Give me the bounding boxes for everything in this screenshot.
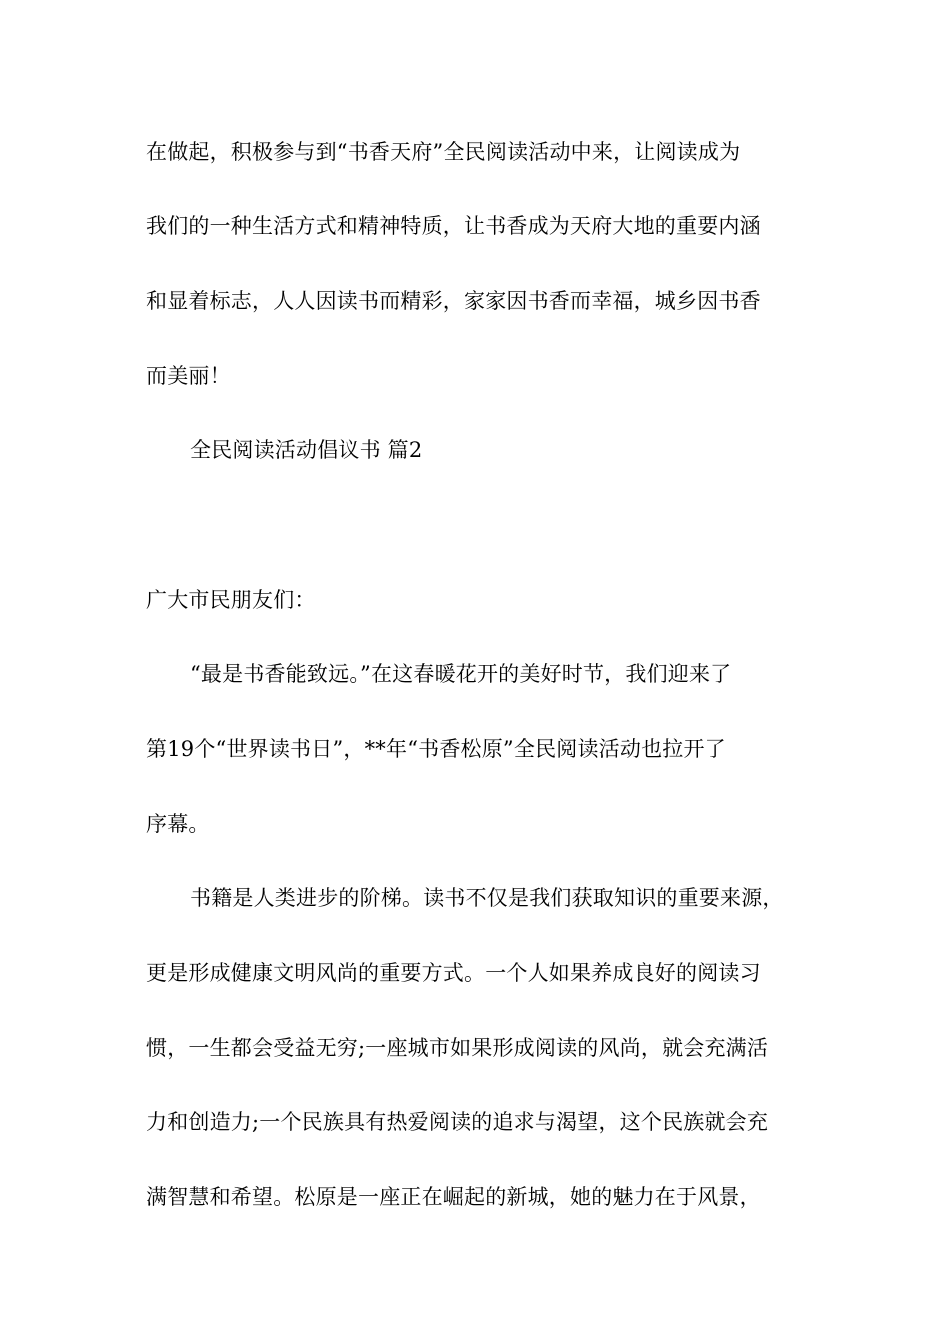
paragraph-line: 和显着标志，人人因读书而精彩，家家因书香而幸福，城乡因书香 xyxy=(146,289,761,313)
paragraph-line: 而美丽！ xyxy=(146,364,231,388)
paragraph-line: 在做起，积极参与到“书香天府”全民阅读活动中来，让阅读成为 xyxy=(146,140,741,164)
paragraph-line: “最是书香能致远。”在这春暖花开的美好时节，我们迎来了 xyxy=(190,662,732,686)
paragraph-line: 惯，一生都会受益无穷;一座城市如果形成阅读的风尚，就会充满活 xyxy=(146,1036,769,1060)
paragraph-line: 力和创造力;一个民族具有热爱阅读的追求与渴望，这个民族就会充 xyxy=(146,1110,769,1134)
paragraph-line: 满智慧和希望。松原是一座正在崛起的新城，她的魅力在于风景， xyxy=(146,1185,761,1209)
paragraph-line: 第19个“世界读书日”，**年“书香松原”全民阅读活动也拉开了 xyxy=(146,737,726,761)
section-heading: 全民阅读活动倡议书 篇2 xyxy=(190,438,423,462)
paragraph-line: 更是形成健康文明风尚的重要方式。一个人如果养成良好的阅读习 xyxy=(146,961,761,985)
salutation: 广大市民朋友们： xyxy=(146,588,316,612)
paragraph-line: 序幕。 xyxy=(146,812,210,836)
paragraph-line: 书籍是人类进步的阶梯。读书不仅是我们获取知识的重要来源， xyxy=(190,886,784,910)
paragraph-line: 我们的一种生活方式和精神特质，让书香成为天府大地的重要内涵 xyxy=(146,214,761,238)
